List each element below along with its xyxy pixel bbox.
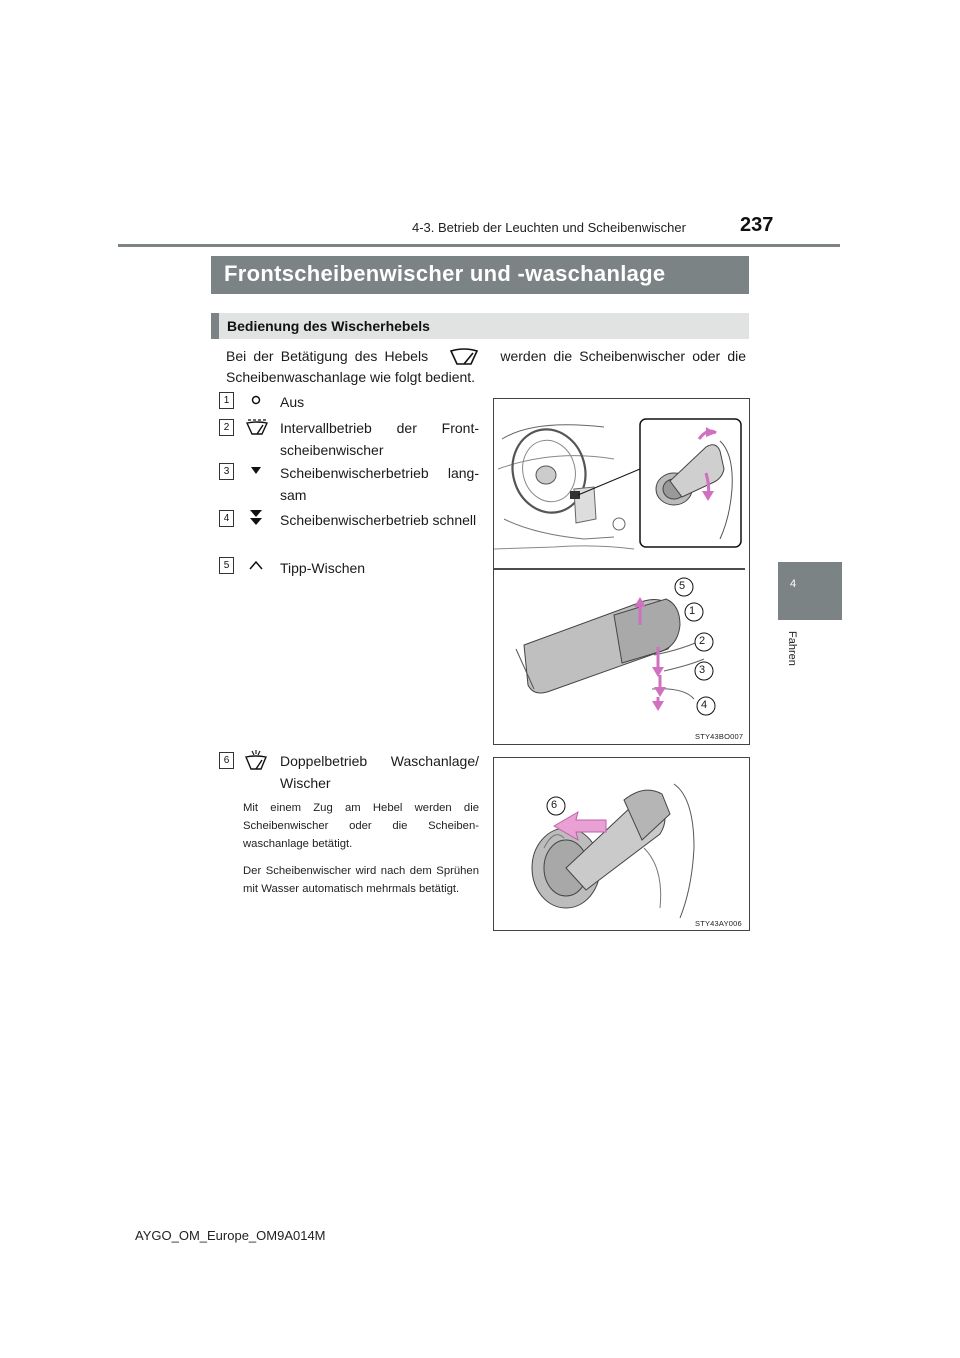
figure-callout: 2 (699, 635, 706, 647)
item-text: Doppelbetrieb Waschanlage/ Wischer (280, 753, 479, 791)
section-header: 4-3. Betrieb der Leuchten und Scheibenwischer (412, 220, 686, 235)
figure-callout: 3 (699, 664, 706, 676)
item-number-badge: 1 (219, 392, 234, 409)
document-footer: AYGO_OM_Europe_OM9A014M (135, 1228, 326, 1243)
figure-callout: 4 (701, 699, 708, 711)
item-number-badge: 3 (219, 463, 234, 480)
item-text: Intervallbetrieb der Front- scheibenwischer (280, 420, 479, 458)
note-paragraph: Der Scheibenwischer wird nach dem Sprühen mit Wasser automatisch mehrmals betätigt. (243, 865, 479, 895)
item-number-badge: 6 (219, 752, 234, 769)
chapter-label: Fahren (786, 631, 798, 666)
item-number-badge: 2 (219, 419, 234, 436)
item-number-badge: 4 (219, 510, 234, 527)
note-paragraph: Mit einem Zug am Hebel werden die Scheibenwischer oder die Scheiben- waschanlage betätigt. (243, 802, 479, 850)
item-text: Tipp-Wischen (280, 560, 366, 576)
washer-icon (243, 750, 269, 772)
mist-icon (245, 558, 267, 576)
item-text: Scheibenwischerbetrieb lang- sam (280, 465, 479, 503)
wiper-lever-positions-figure (493, 398, 750, 745)
washer-lever-illustration (494, 758, 749, 930)
item-text: Scheibenwischerbetrieb schnell (280, 512, 477, 528)
figure-callout: 5 (679, 580, 686, 592)
figure-callout: 1 (689, 605, 696, 617)
high-speed-icon (245, 508, 267, 526)
section-subtitle: Bedienung des Wischerhebels (211, 313, 749, 339)
intermittent-wiper-icon (245, 419, 267, 437)
off-icon (245, 393, 267, 411)
intro-text-before: Bei der Betätigung des Hebels (226, 348, 429, 364)
header-rule (118, 244, 840, 247)
figure-code: STY43AY006 (695, 919, 742, 928)
wiper-lever-illustration (494, 399, 749, 744)
intro-text-after: werden die Scheibenwischer oder die Scheibenwaschanlage wie folgt bedient. (226, 348, 747, 385)
chapter-number: 4 (790, 578, 797, 590)
washer-operation-figure (493, 757, 750, 931)
page-number: 237 (740, 214, 774, 236)
low-speed-icon (245, 464, 267, 482)
page-title: Frontscheibenwischer und -waschanlage (211, 256, 749, 294)
figure-callout: 6 (551, 799, 558, 811)
item-number-badge: 5 (219, 557, 234, 574)
item-text: Aus (280, 394, 305, 410)
intro-paragraph (226, 346, 746, 388)
wiper-lever-icon (435, 350, 493, 364)
chapter-tab (778, 562, 842, 620)
figure-code: STY43BO007 (695, 732, 744, 741)
